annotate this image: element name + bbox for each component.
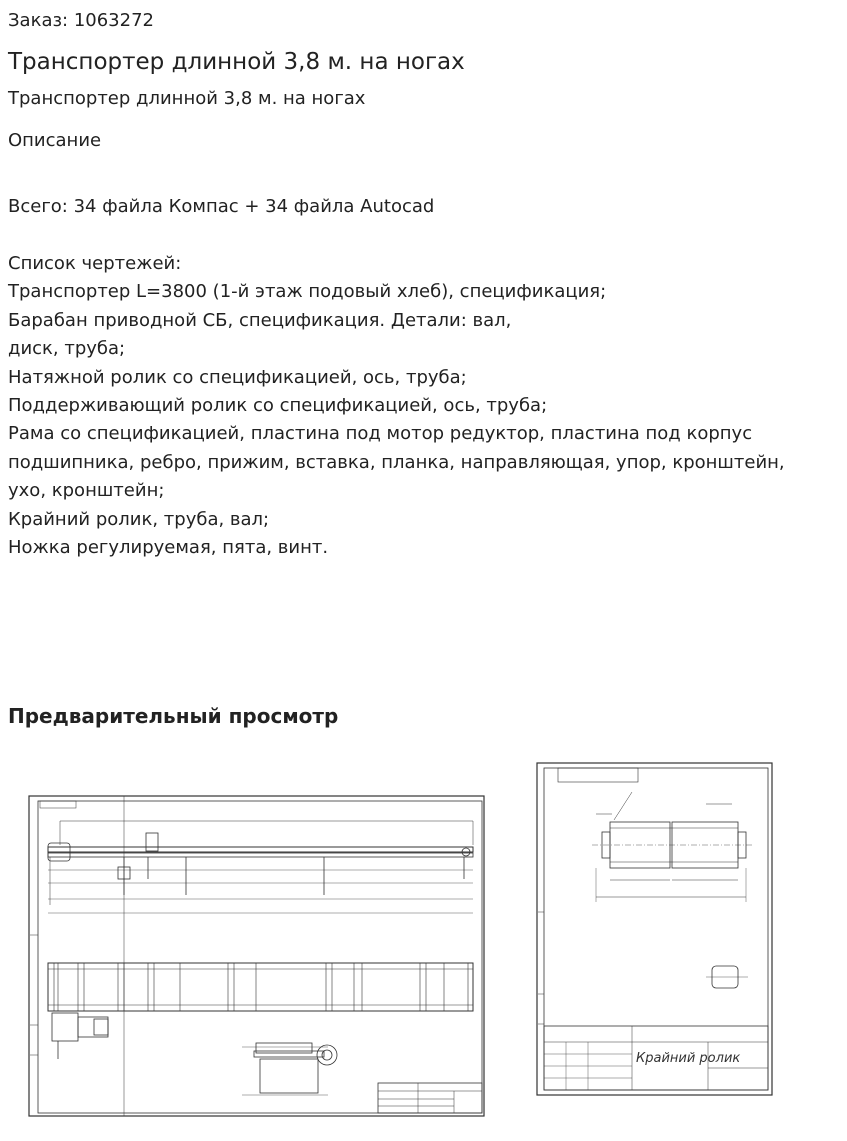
list-item: Рама со спецификацией, пластина под мотор редуктор, пластина под корпус xyxy=(8,423,753,445)
list-item: Транспортер L=3800 (1-й этаж подовый хлеб), спецификация; xyxy=(8,281,607,303)
file-total: Всего: 34 файла Компас + 34 файла Autocad xyxy=(8,196,435,217)
product-subtitle: Транспортер длинной 3,8 м. на ногах xyxy=(8,88,366,109)
order-number: Заказ: 1063272 xyxy=(8,10,154,31)
list-item: Поддерживающий ролик со спецификацией, ось, труба; xyxy=(8,395,548,417)
description-heading: Описание xyxy=(8,130,102,151)
end-roller-drawing-image xyxy=(536,762,773,1096)
conveyor-drawing-thumbnail[interactable] xyxy=(28,795,485,1117)
conveyor-drawing-image xyxy=(28,795,485,1117)
list-item: Ножка регулируемая, пята, винт. xyxy=(8,537,329,559)
list-item: Крайний ролик, труба, вал; xyxy=(8,508,270,530)
drawing-list xyxy=(8,250,843,562)
drawing-list-heading: Список чертежей: xyxy=(8,253,182,274)
drawing-stamp-title: Крайний ролик xyxy=(636,1051,741,1066)
list-item: ухо, кронштейн; xyxy=(8,480,165,502)
list-item: Натяжной ролик со спецификацией, ось, труба; xyxy=(8,366,467,388)
end-roller-drawing-thumbnail[interactable] xyxy=(536,762,773,1096)
list-item: подшипника, ребро, прижим, вставка, планка, направляющая, упор, кронштейн, xyxy=(8,451,785,473)
list-item: диск, труба; xyxy=(8,338,126,360)
list-item: Барабан приводной СБ, спецификация. Детали: вал, xyxy=(8,309,512,331)
product-title: Транспортер длинной 3,8 м. на ногах xyxy=(8,49,465,75)
preview-heading: Предварительный просмотр xyxy=(8,704,339,728)
